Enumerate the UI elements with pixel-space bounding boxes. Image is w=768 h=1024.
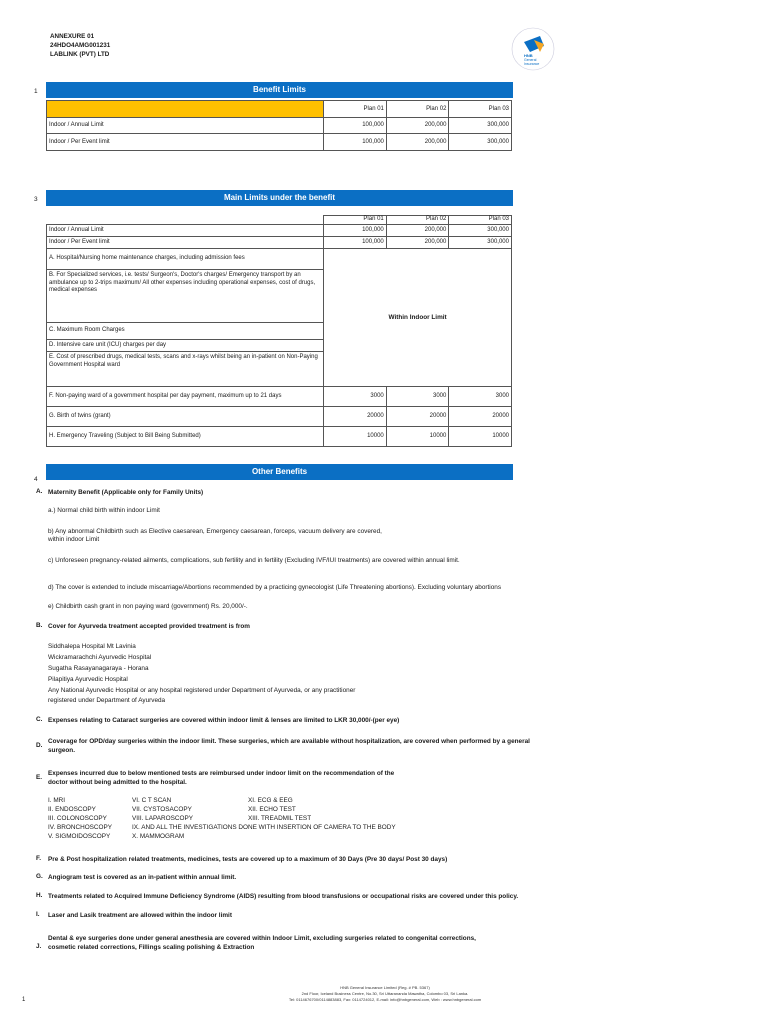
- ayurveda-line: Wickramarachchi Ayurvedic Hospital: [48, 654, 152, 661]
- maternity-b2: within indoor Limit: [48, 536, 100, 543]
- table-row: [47, 407, 512, 427]
- logo-text-2: General: [524, 58, 537, 62]
- test-item: XIII. TREADMIL TEST: [248, 815, 312, 822]
- row-value: 200,000: [386, 117, 449, 134]
- test-item: I. MRI: [48, 797, 66, 804]
- table-row: [47, 249, 512, 270]
- plan-header: Plan 03: [449, 216, 512, 225]
- row-label: Indoor / Per Event limit: [47, 134, 324, 151]
- logo-text-3: Insurance: [524, 62, 540, 66]
- label-h: H.: [36, 892, 43, 899]
- row-value: 100,000: [324, 117, 387, 134]
- test-item: II. ENDOSCOPY: [48, 806, 96, 813]
- ayurveda-line: Any National Ayurvedic Hospital or any hospital registered under Department of Ayurveda, or any practitioner: [48, 687, 356, 694]
- section-4-title: Other Benefits: [46, 464, 513, 480]
- row-value: 100,000: [324, 237, 387, 249]
- row-value: 3000: [324, 387, 387, 407]
- maternity-a: a.) Normal child birth within indoor Limit: [48, 507, 160, 514]
- row-value: 100,000: [324, 134, 387, 151]
- section-1-number: 1: [34, 88, 38, 95]
- row-value: 10000: [449, 427, 512, 447]
- ayurveda-line: Pilapitiya Ayurvedic Hospital: [48, 676, 128, 683]
- row-label: Indoor / Per Event limit: [47, 237, 324, 249]
- table-cell: [47, 101, 324, 118]
- test-item: VI. C T SCAN: [132, 797, 172, 804]
- row-label: H. Emergency Traveling (Subject to Bill Being Submitted): [47, 427, 324, 447]
- pre-post-text: Pre & Post hospitalization related treatments, medicines, tests are covered up to a maximum of 30 Days (Pre 30 days/ Post 30 days): [48, 856, 448, 863]
- dental-text-2: cosmetic related corrections, Fillings scaling polishing & Extraction: [48, 944, 255, 951]
- row-value: 100,000: [324, 225, 387, 237]
- section-1-title: Benefit Limits: [46, 82, 513, 98]
- plan-header: Plan 02: [386, 101, 449, 118]
- row-value: 300,000: [449, 117, 512, 134]
- footer: [260, 985, 510, 1003]
- row-value: 20000: [449, 407, 512, 427]
- row-value: 20000: [324, 407, 387, 427]
- row-label: Indoor / Annual Limit: [47, 117, 324, 134]
- row-label: F. Non-paying ward of a government hospital per day payment, maximum up to 21 days: [47, 387, 324, 407]
- item-b: B. For Specialized services, i.e. tests/ Surgeon's, Doctor's charges/ Emergency transport by an ambulance up to 2-trips maximum/ All other expenses including operational expenses, cost of drugs, medical expenses: [47, 270, 324, 323]
- tests-grid: [48, 797, 508, 843]
- plan-header: Plan 03: [449, 101, 512, 118]
- table-row: [47, 427, 512, 447]
- cataract-text: Expenses relating to Cataract surgeries are covered within indoor limit & lenses are limited to LKR 30,000/-(per eye): [48, 717, 400, 724]
- ayurveda-line: registered under Department of Ayurveda: [48, 697, 166, 704]
- maternity-b1: b) Any abnormal Childbirth such as Elective caesarean, Emergency caesarean, forceps, vacuum delivery are covered,: [48, 528, 382, 535]
- row-value: 200,000: [386, 225, 449, 237]
- row-value: 300,000: [449, 225, 512, 237]
- test-item: XII. ECHO TEST: [248, 806, 296, 813]
- benefit-limits-table: [46, 100, 512, 151]
- table-row: [47, 134, 512, 151]
- row-value: 300,000: [449, 237, 512, 249]
- test-item: III. COLONOSCOPY: [48, 815, 107, 822]
- label-f: F.: [36, 855, 41, 862]
- test-item: XI. ECG & EEG: [248, 797, 293, 804]
- label-j: J.: [36, 943, 42, 950]
- test-item: IX. AND ALL THE INVESTIGATIONS DONE WITH INSERTION OF CAMERA TO THE BODY: [132, 824, 396, 831]
- maternity-title: Maternity Benefit (Applicable only for Family Units): [48, 489, 204, 496]
- table-row: [47, 387, 512, 407]
- tests-text-2: doctor without being admitted to the hospital.: [48, 779, 187, 786]
- label-e: E.: [36, 774, 43, 781]
- label-a: A.: [36, 488, 43, 495]
- laser-text: Laser and Lasik treatment are allowed within the indoor limit: [48, 912, 232, 919]
- logo-text-1: HNB: [524, 53, 533, 58]
- section-4-number: 4: [34, 476, 38, 483]
- table-row: [47, 117, 512, 134]
- label-i: I.: [36, 911, 40, 918]
- maternity-d: d) The cover is extended to include miscarriage/Abortions recommended by a practicing gynecologist (Life Threatening abortions). Excluding voluntary abortions: [48, 584, 502, 591]
- footer-line-1: HNB General Insurance Limited (Reg. # PB. 5367): [340, 985, 430, 990]
- item-c: C. Maximum Room Charges: [47, 323, 324, 340]
- angiogram-text: Angiogram test is covered as an in-patient within annual limit.: [48, 874, 237, 881]
- table-row: [47, 237, 512, 249]
- ayurveda-line: Sugatha Rasayanagaraya - Horana: [48, 665, 149, 672]
- plan-header: Plan 01: [324, 216, 387, 225]
- test-item: VIII. LAPAROSCOPY: [132, 815, 193, 822]
- row-label: Indoor / Annual Limit: [47, 225, 324, 237]
- within-indoor-limit-cell: Within Indoor Limit: [324, 249, 512, 387]
- plan-header: Plan 01: [324, 101, 387, 118]
- footer-line-3: Tel: 0114676700/0114883883, Fax: 0114724012, E-mail: info@hnbgeneral.com, Web : www.hnbgeneral.com: [288, 997, 482, 1002]
- table-row: [47, 101, 512, 118]
- maternity-e: e) Childbirth cash grant in non paying ward (government) Rs. 20,000/-.: [48, 603, 248, 610]
- table-row: [47, 225, 512, 237]
- table-cell: [47, 216, 324, 225]
- row-label: G. Birth of twins (grant): [47, 407, 324, 427]
- opd-text-2: surgeon.: [48, 747, 75, 754]
- tests-text-1: Expenses incurred due to below mentioned tests are reimbursed under indoor limit on the recommendation of the: [48, 770, 395, 777]
- row-value: 20000: [386, 407, 449, 427]
- label-d: D.: [36, 742, 43, 749]
- plan-header: Plan 02: [386, 216, 449, 225]
- ayurveda-line: Siddhalepa Hospital Mt Lavinia: [48, 643, 136, 650]
- item-d: D. Intensive care unit (ICU) charges per day: [47, 340, 324, 352]
- maternity-c: c) Unforeseen pregnancy-related ailments, complications, sub fertility and in fertility (Excluding IVF/IUI treatments) are covered within annual limit.: [48, 557, 460, 564]
- row-value: 3000: [449, 387, 512, 407]
- section-3-number: 3: [34, 196, 38, 203]
- test-item: VII. CYSTOSACOPY: [132, 806, 192, 813]
- hnb-general-insurance-logo: [510, 26, 556, 72]
- test-item: IV. BRONCHOSCOPY: [48, 824, 113, 831]
- row-value: 200,000: [386, 237, 449, 249]
- ayurveda-title: Cover for Ayurveda treatment accepted provided treatment is from: [48, 623, 250, 630]
- row-value: 300,000: [449, 134, 512, 151]
- table-row: [47, 216, 512, 225]
- row-value: 10000: [386, 427, 449, 447]
- footer-line-2: 2nd Floor, Iceland Business Centre, No.30, Sri Uttarananda Mawatha, Colombo 03, Sri Lanka.: [301, 991, 469, 996]
- row-value: 3000: [386, 387, 449, 407]
- header-policy-number: 24HDO4AMG001231: [50, 42, 111, 49]
- label-c: C.: [36, 716, 43, 723]
- item-e: E. Cost of prescribed drugs, medical tests, scans and x-rays whilst being an in-patient on Non-Paying Government Hospital ward: [47, 352, 324, 387]
- label-b: B.: [36, 622, 43, 629]
- row-value: 10000: [324, 427, 387, 447]
- aids-text: Treatments related to Acquired Immune Deficiency Syndrome (AIDS) resulting from blood transfusions or occupational risks are covered under this policy.: [48, 893, 519, 900]
- header-company: LABLINK (PVT) LTD: [50, 51, 110, 58]
- label-g: G.: [36, 873, 43, 880]
- test-item: X. MAMMOGRAM: [132, 833, 185, 840]
- document-header: [50, 32, 110, 59]
- item-a: A. Hospital/Nursing home maintenance charges, including admission fees: [47, 249, 324, 270]
- test-item: V. SIGMOIDOSCOPY: [48, 833, 111, 840]
- page-number: 1: [22, 997, 26, 1003]
- main-limits-table: [46, 215, 512, 447]
- header-annexure: ANNEXURE 01: [50, 33, 95, 40]
- row-value: 200,000: [386, 134, 449, 151]
- opd-text-1: Coverage for OPD/day surgeries within the indoor limit. These surgeries, which are available without hospitalization, are covered when performed by a general: [48, 738, 530, 745]
- section-3-title: Main Limits under the benefit: [46, 190, 513, 206]
- dental-text-1: Dental & eye surgeries done under general anesthesia are covered within Indoor Limit, excluding surgeries related to congenital corrections,: [48, 935, 476, 942]
